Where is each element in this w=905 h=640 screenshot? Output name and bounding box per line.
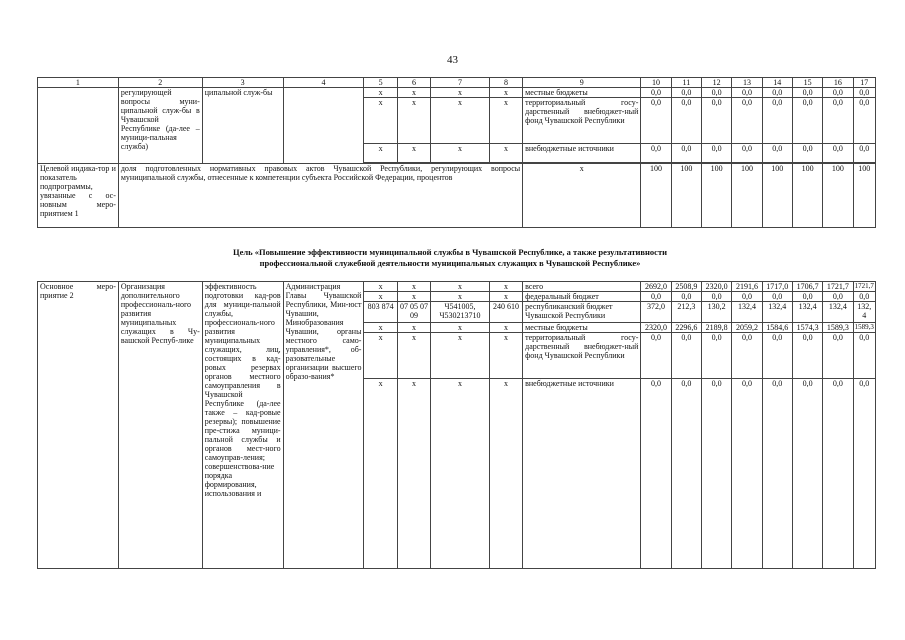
cell-value: 0,0 bbox=[702, 333, 732, 379]
cell-value: 0,0 bbox=[762, 333, 792, 379]
cell-code: x bbox=[431, 282, 490, 292]
cell-code: x bbox=[431, 323, 490, 333]
cell-code: x bbox=[489, 98, 522, 144]
col-header: 10 bbox=[641, 78, 671, 88]
col-header: 12 bbox=[702, 78, 732, 88]
cell-value: 0,0 bbox=[641, 379, 671, 569]
cell-value: 1721,7 bbox=[854, 282, 874, 290]
cell-value: 0,0 bbox=[762, 379, 792, 569]
cell-value: 1589,3 bbox=[823, 323, 853, 333]
cell-value: 0,0 bbox=[853, 98, 875, 144]
cell-code: x bbox=[397, 323, 430, 333]
cell-value: 0,0 bbox=[732, 98, 762, 144]
cell-value: 1584,6 bbox=[762, 323, 792, 333]
cell-value: 0,0 bbox=[732, 333, 762, 379]
cell-value: 0,0 bbox=[732, 292, 762, 302]
cell-value: 0,0 bbox=[823, 144, 853, 163]
cell-target-mark: x bbox=[523, 164, 641, 228]
cell-value: 0,0 bbox=[671, 292, 701, 302]
cell-funding-source: территориальный госу-дарственный внебюджет-ный фонд Чувашской Республики bbox=[523, 98, 641, 144]
cell-code: x bbox=[364, 88, 397, 98]
cell-value: 100 bbox=[853, 164, 875, 228]
cell-value: 2692,0 bbox=[641, 282, 671, 292]
cell-value: 0,0 bbox=[762, 292, 792, 302]
cell-value: 132,4 bbox=[732, 302, 762, 323]
cell-value: 0,0 bbox=[792, 98, 822, 144]
cell-value: 0,0 bbox=[702, 144, 732, 163]
cell-value: 1706,7 bbox=[792, 282, 822, 292]
cell-executor bbox=[283, 88, 364, 164]
cell-value: 0,0 bbox=[641, 98, 671, 144]
cell-value: 0,0 bbox=[792, 144, 822, 163]
cell-value: 372,0 bbox=[641, 302, 671, 323]
cell-value: 2320,0 bbox=[702, 282, 732, 292]
cell-code: x bbox=[431, 98, 490, 144]
header-row bbox=[38, 78, 876, 88]
cell-value: 132,4 bbox=[853, 302, 875, 323]
cell-code: x bbox=[431, 333, 490, 379]
cell-value: 1721,7 bbox=[823, 282, 853, 292]
cell-code: x bbox=[364, 144, 397, 163]
col-header: 6 bbox=[397, 78, 430, 88]
cell-code: Ч541005, Ч530213710 bbox=[431, 302, 490, 323]
cell-value: 1574,3 bbox=[792, 323, 822, 333]
cell-value: 0,0 bbox=[641, 292, 671, 302]
cell-code: x bbox=[489, 333, 522, 379]
col-header: 7 bbox=[431, 78, 490, 88]
cell-code: 803 874 bbox=[364, 302, 397, 323]
cell-code: x bbox=[489, 379, 522, 569]
cell-value: 100 bbox=[641, 164, 671, 228]
cell-funding-source: всего bbox=[523, 282, 641, 292]
cell-value: 0,0 bbox=[853, 292, 875, 302]
cell-value: 2320,0 bbox=[641, 323, 671, 333]
col-header: 15 bbox=[792, 78, 822, 88]
cell-subprogram-name: регулирующей вопросы муни-ципальной служ-бы в Чувашской Республике (да-лее – муници-пальная служба) bbox=[118, 88, 202, 164]
cell-code: x bbox=[364, 333, 397, 379]
cell-code: x bbox=[397, 98, 430, 144]
cell-code: x bbox=[364, 323, 397, 333]
cell-funding-source: внебюджетные источники bbox=[523, 144, 641, 163]
col-header: 13 bbox=[732, 78, 762, 88]
table-row bbox=[38, 282, 876, 292]
col-header: 8 bbox=[489, 78, 522, 88]
page-number: 43 bbox=[447, 54, 458, 66]
cell-value: 0,0 bbox=[792, 333, 822, 379]
cell-code: x bbox=[397, 292, 430, 302]
goal-line: профессиональной служебной деятельности муниципальных служащих в Чувашской Республике» bbox=[259, 258, 641, 268]
cell-value: 100 bbox=[823, 164, 853, 228]
cell-value: 0,0 bbox=[732, 88, 762, 98]
cell-main-activity: Основное меро-приятие 2 bbox=[38, 282, 119, 569]
cell-executor: Администрация Главы Чувашской Республики, Мин-юст Чувашии, Минобразования Чувашии, органы местного само-управления*, об-разовательные организации высшего образо-вания* bbox=[283, 282, 364, 569]
cell-value: 0,0 bbox=[762, 88, 792, 98]
col-header: 5 bbox=[364, 78, 397, 88]
cell-funding-source: республиканский бюджет Чувашской Республики bbox=[523, 302, 641, 323]
cell-value: 0,0 bbox=[641, 88, 671, 98]
cell-value: 2296,6 bbox=[671, 323, 701, 333]
cell-value: 100 bbox=[732, 164, 762, 228]
cell-value: 0,0 bbox=[792, 379, 822, 569]
cell-value: 0,0 bbox=[702, 292, 732, 302]
cell-value: 2189,8 bbox=[702, 323, 732, 333]
cell-funding-source: федеральный бюджет bbox=[523, 292, 641, 302]
col-header: 1 bbox=[38, 78, 119, 88]
cell-value: 0,0 bbox=[823, 98, 853, 144]
cell-value: 0,0 bbox=[762, 144, 792, 163]
cell-funding-source: территориальный госу-дарственный внебюджет-ный фонд Чувашской Республики bbox=[523, 333, 641, 379]
col-header: 9 bbox=[523, 78, 641, 88]
cell-code: x bbox=[364, 98, 397, 144]
col-header: 14 bbox=[762, 78, 792, 88]
cell-value: 0,0 bbox=[823, 88, 853, 98]
col-header: 2 bbox=[118, 78, 202, 88]
cell-value: 0,0 bbox=[702, 88, 732, 98]
cell-value: 212,3 bbox=[671, 302, 701, 323]
cell-value: 0,0 bbox=[792, 292, 822, 302]
cell-value: 0,0 bbox=[853, 333, 875, 379]
cell-value: 2508,9 bbox=[671, 282, 701, 292]
cell-code: x bbox=[431, 379, 490, 569]
col-header: 4 bbox=[283, 78, 364, 88]
table-top bbox=[37, 77, 876, 228]
cell-value: 0,0 bbox=[732, 379, 762, 569]
cell-code: x bbox=[397, 282, 430, 292]
cell-value: 0,0 bbox=[762, 98, 792, 144]
cell-code: 240 610 bbox=[489, 302, 522, 323]
cell-value: 0,0 bbox=[853, 88, 875, 98]
cell-value: 1589,3 bbox=[854, 323, 874, 331]
cell-code: x bbox=[397, 144, 430, 163]
cell-value: 0,0 bbox=[702, 98, 732, 144]
cell-code: x bbox=[489, 292, 522, 302]
cell-code: x bbox=[489, 88, 522, 98]
cell-task: эффективность подготовки кад-ров для муници-пальной службы, профессиональ-ного развития муниципальных служащих, лиц, состоящих в кад-ровых резервах органов местного самоуправления в Чувашской Республике (да-лее также – кад-ровые резервы); повышение пре-стижа муници-пальной службы и органов мест-ного самоуправ-ления; совершенствова-ние порядка формирования, использования и bbox=[202, 282, 283, 569]
cell-code: x bbox=[397, 379, 430, 569]
col-header: 3 bbox=[202, 78, 283, 88]
cell-value: 100 bbox=[762, 164, 792, 228]
cell-value: 2191,6 bbox=[732, 282, 762, 292]
cell-funding-source: местные бюджеты bbox=[523, 323, 641, 333]
cell-target-label: Целевой индика-тор и показатель подпрограммы, увязанные с ос-новным меро-приятием 1 bbox=[38, 164, 119, 228]
cell-value: 2059,2 bbox=[732, 323, 762, 333]
col-header: 17 bbox=[853, 78, 875, 88]
cell-value: 0,0 bbox=[671, 144, 701, 163]
cell-value: 0,0 bbox=[792, 88, 822, 98]
cell-value: 0,0 bbox=[732, 144, 762, 163]
cell-code: x bbox=[364, 292, 397, 302]
cell-value: 0,0 bbox=[702, 379, 732, 569]
cell-value: 0,0 bbox=[853, 144, 875, 163]
cell-value: 132,4 bbox=[762, 302, 792, 323]
goal-line: Цель «Повышение эффективности муниципальной службы в Чувашской Республике, а также результативности bbox=[232, 247, 668, 257]
cell-code: x bbox=[489, 323, 522, 333]
cell-value: 0,0 bbox=[641, 333, 671, 379]
table-row-target bbox=[38, 164, 876, 228]
cell-value: 130,2 bbox=[702, 302, 732, 323]
cell-value: 100 bbox=[702, 164, 732, 228]
cell-code: x bbox=[397, 333, 430, 379]
cell-code: x bbox=[364, 379, 397, 569]
cell-code: x bbox=[431, 144, 490, 163]
cell-value: 0,0 bbox=[671, 88, 701, 98]
cell-value: 132,4 bbox=[823, 302, 853, 323]
cell-target-text: доля подготовленных нормативных правовых актов Чувашской Республики, регулирующих вопросы муниципальной службы, отнесенные к компетенции субъекта Российской Федерации, процентов bbox=[118, 164, 522, 228]
cell-code: x bbox=[431, 88, 490, 98]
cell-value: 0,0 bbox=[641, 144, 671, 163]
table-bottom bbox=[37, 281, 876, 569]
cell-value: 0,0 bbox=[823, 379, 853, 569]
cell-value: 1717,0 bbox=[762, 282, 792, 292]
cell-task: ципальной служ-бы bbox=[202, 88, 283, 164]
table-row bbox=[38, 88, 876, 98]
cell-funding-source: внебюджетные источники bbox=[523, 379, 641, 569]
cell-code: x bbox=[397, 88, 430, 98]
cell-code: x bbox=[431, 292, 490, 302]
cell-value: 0,0 bbox=[671, 379, 701, 569]
cell-code: x bbox=[489, 282, 522, 292]
cell-value: 0,0 bbox=[671, 98, 701, 144]
cell-code: x bbox=[489, 144, 522, 163]
cell-activity-name: Организация дополнительного профессиональ-ного развития муниципальных служащих в Чу-вашской Респуб-лике bbox=[118, 282, 202, 569]
cell-value: 100 bbox=[792, 164, 822, 228]
goal-heading bbox=[100, 247, 800, 269]
cell-funding-source: местные бюджеты bbox=[523, 88, 641, 98]
cell-value: 0,0 bbox=[823, 333, 853, 379]
cell-value: 100 bbox=[671, 164, 701, 228]
cell-empty bbox=[38, 88, 119, 164]
cell-value: 0,0 bbox=[853, 379, 875, 569]
cell-value: 0,0 bbox=[671, 333, 701, 379]
cell-code: x bbox=[364, 282, 397, 292]
col-header: 11 bbox=[671, 78, 701, 88]
cell-code: 07 05 07 09 bbox=[397, 302, 430, 323]
cell-value: 132,4 bbox=[792, 302, 822, 323]
cell-value: 0,0 bbox=[823, 292, 853, 302]
col-header: 16 bbox=[823, 78, 853, 88]
